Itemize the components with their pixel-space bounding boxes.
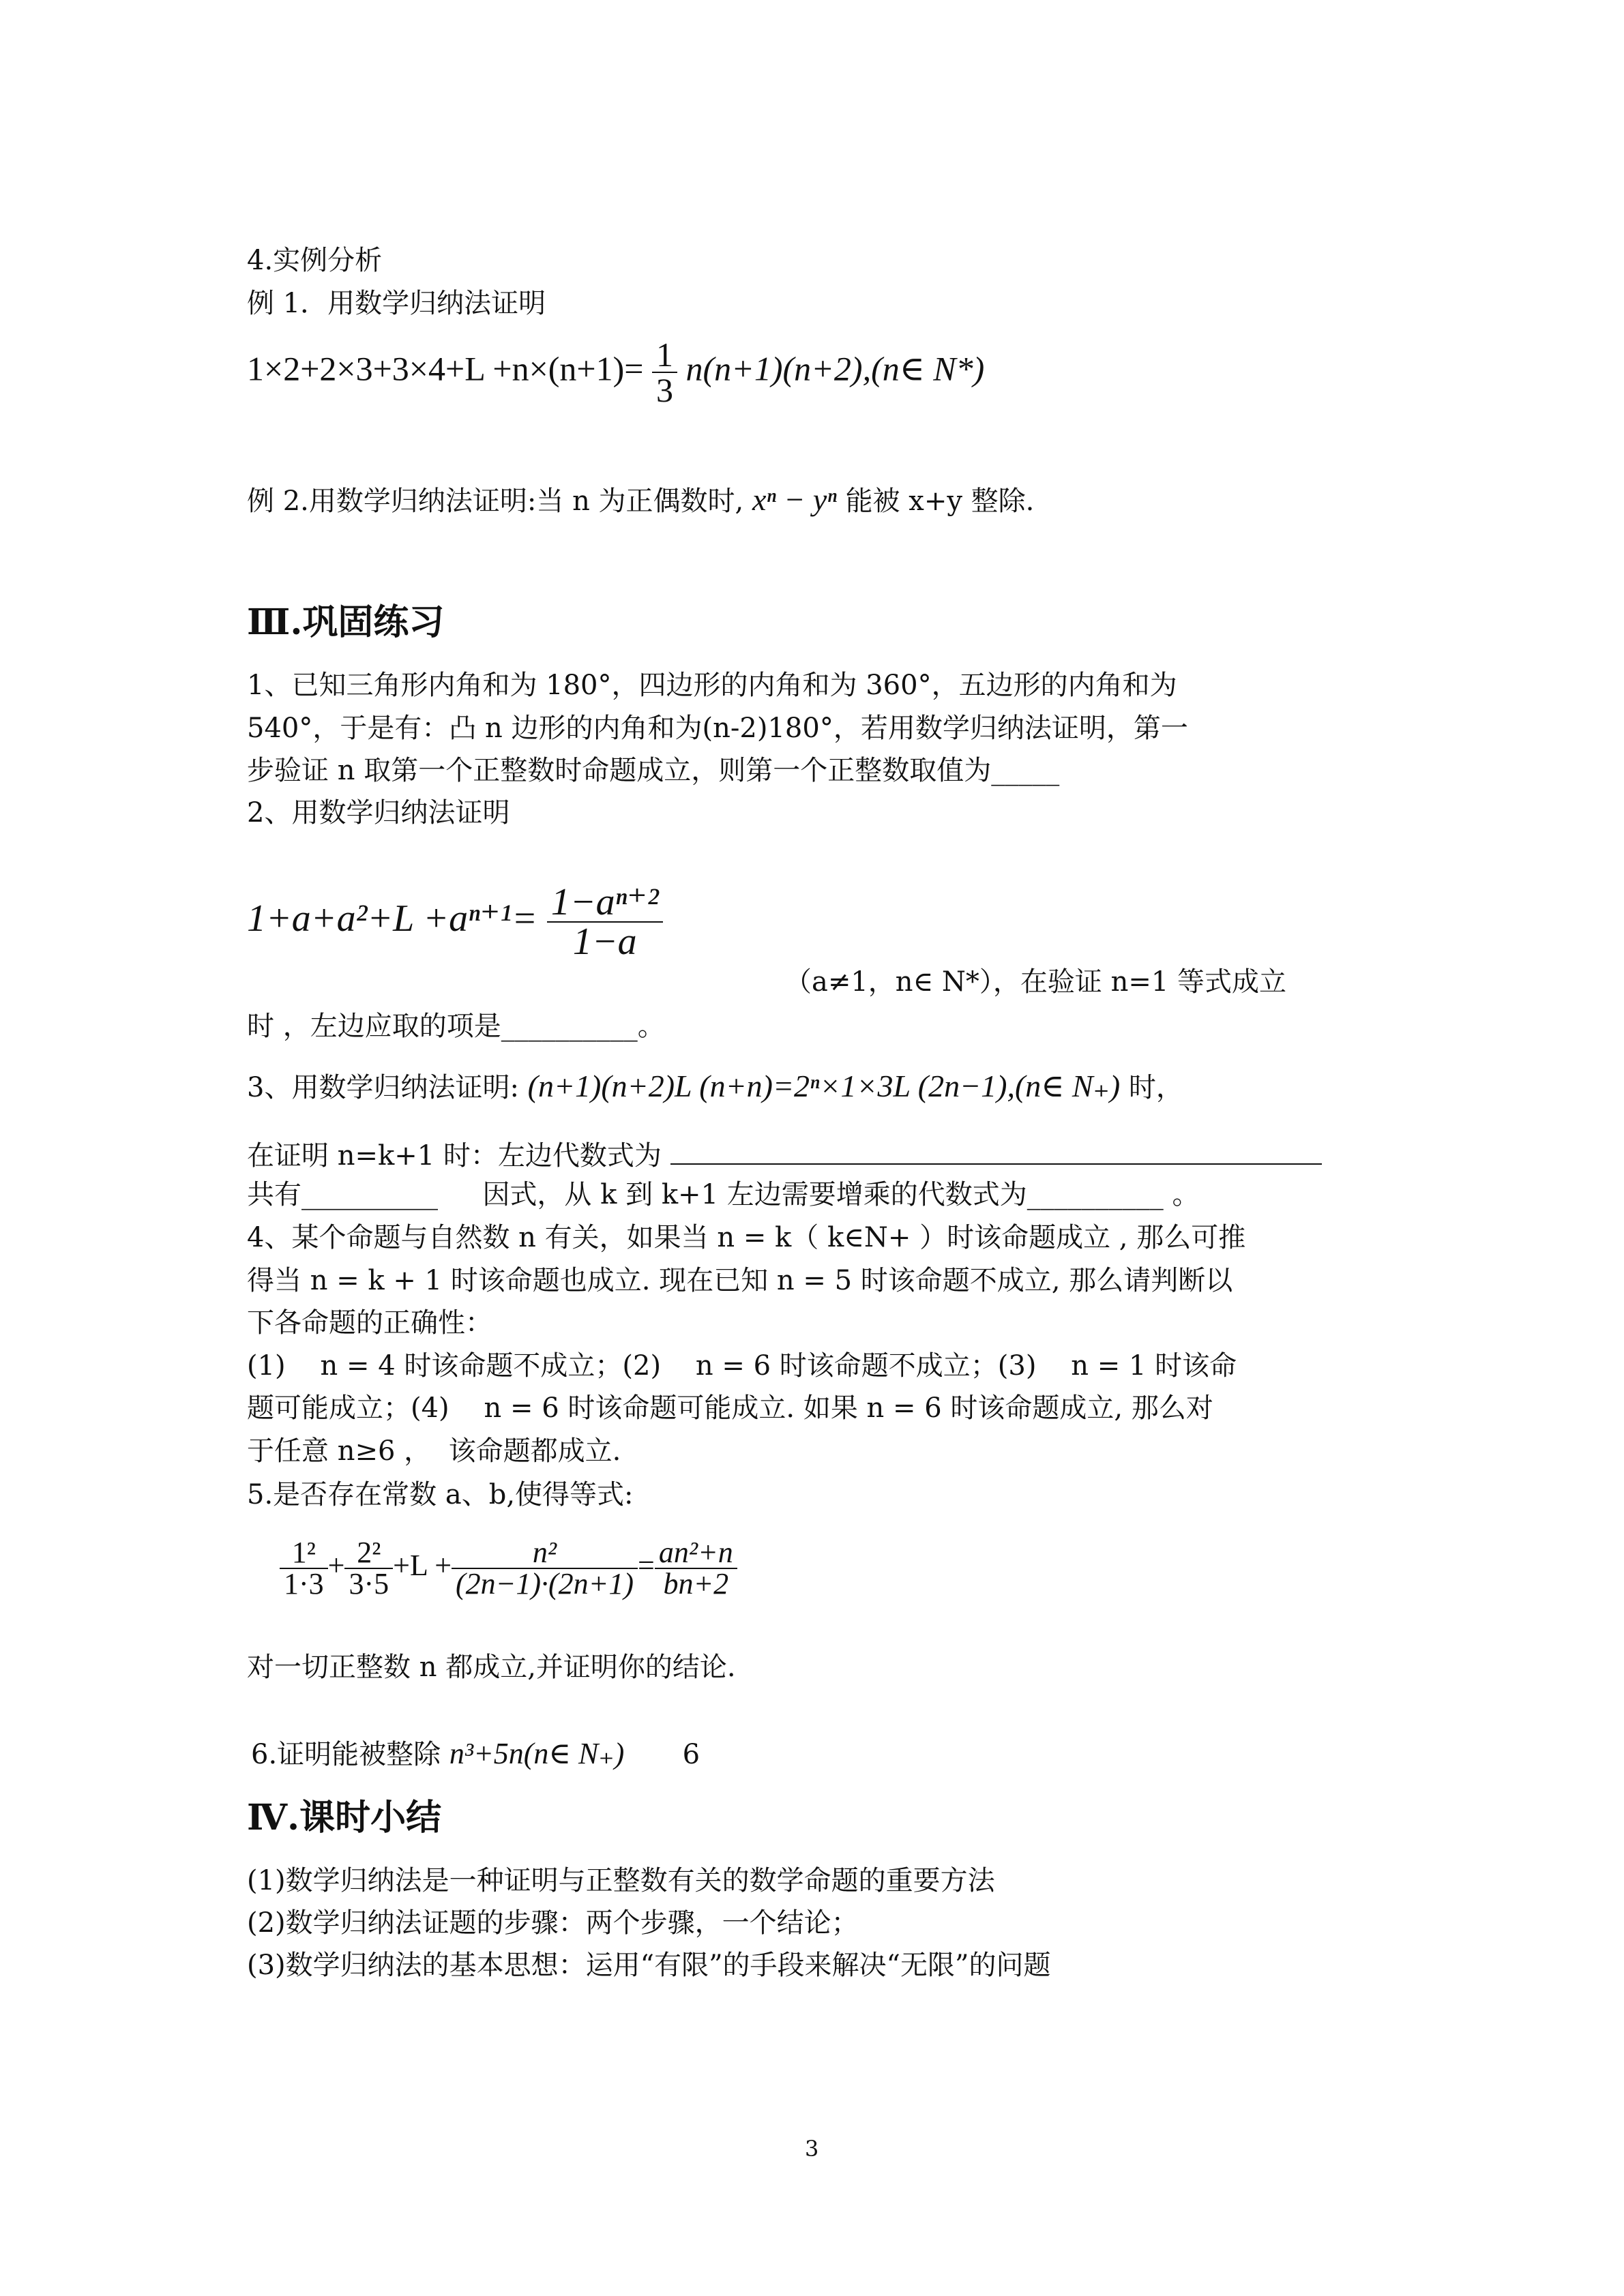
q2-fraction (547, 883, 663, 961)
q3-text: 3、用数学归纳法证明: (247, 1072, 519, 1103)
q5-frac3-num: n² (452, 1538, 638, 1569)
example2-math: xⁿ − yⁿ (752, 482, 837, 517)
q5-frac1-num: 1² (280, 1538, 328, 1569)
summary-item-1: (1)数学归纳法是一种证明与正整数有关的数学命题的重要方法 (247, 1865, 995, 1896)
q4-line1: 4、某个命题与自然数 n 有关，如果当 n = k（ k∈N+ ）时该命题成立 , 那么可推 (247, 1222, 1246, 1253)
summary-item-3: (3)数学归纳法的基本思想：运用“有限”的手段来解决“无限”的问题 (247, 1950, 1051, 1981)
example1-lhs: 1×2+2×3+3×4+L +n×(n+1)= (247, 349, 644, 388)
q4-line6: 于任意 n≥6 ， 该命题都成立. (247, 1435, 621, 1467)
q5-mid: +L + (393, 1549, 452, 1583)
example1-formula (247, 338, 984, 407)
q2-formula (247, 883, 663, 961)
q4-line3: 下各命题的正确性： (247, 1307, 492, 1339)
q5-frac1-den: 1·3 (284, 1567, 324, 1600)
q3-line3-a: 共有__________ (247, 1179, 438, 1210)
example2 (247, 484, 1034, 516)
q3-line2-text: 在证明 n=k+1 时：左边代数式为 (247, 1140, 662, 1172)
q1-line1: 1、已知三角形内角和为 180°，四边形的内角和为 360°，五边形的内角和为 (247, 670, 1177, 701)
example1-frac-num: 1 (652, 338, 677, 373)
q2-condition: （a≠1，n∈ N*），在验证 n=1 等式成立 (784, 966, 1287, 998)
example1-fraction (652, 338, 677, 407)
q5-intro: 5.是否存在常数 a、b,使得等式: (247, 1479, 634, 1510)
section-heading-summary: Ⅳ.课时小结 (247, 1797, 442, 1838)
q5-frac4-num: an²+n (655, 1538, 737, 1569)
q3-answer-blank (670, 1140, 1322, 1165)
q2-line2: 时 ，左边应取的项是__________。 (247, 1011, 665, 1042)
q5-frac4-den: bn+2 (663, 1567, 729, 1600)
q4-line5: 题可能成立；(4) n = 6 时该命题可能成立. 如果 n = 6 时该命题成立, 那么对 (247, 1392, 1213, 1424)
q1-line2: 540°，于是有：凸 n 边形的内角和为(n-2)180°，若用数学归纳法证明，第一 (247, 713, 1188, 744)
example2-tail: 能被 x+y 整除. (845, 486, 1035, 517)
q3-line3 (247, 1181, 1199, 1208)
q6-num: 6 (682, 1739, 700, 1770)
q2-frac-num: 1−aⁿ⁺² (547, 883, 663, 923)
section-title: 4.实例分析 (247, 245, 383, 276)
q3-line1 (247, 1071, 1183, 1102)
q1-line3: 步验证 n 取第一个正整数时命题成立，则第一个正整数取值为_____ (247, 755, 1060, 786)
q2-intro: 2、用数学归纳法证明 (247, 797, 510, 829)
q4-line2: 得当 n = k + 1 时该命题也成立. 现在已知 n = 5 时该命题不成立, 那么请判断以 (247, 1265, 1233, 1296)
q4-line4: (1) n = 4 时该命题不成立；(2) n = 6 时该命题不成立；(3) n = 1 时该命 (247, 1350, 1237, 1382)
example2-text: 例 2.用数学归纳法证明:当 n 为正偶数时, (247, 486, 744, 517)
q5-formula: $\frac{\text{1²}}{1\cdot 3}$ + $\frac{\text{2²}}{3\cdot 5}$ +L + $\frac{\text{n²}}{(2n-1)\cdot(2n+1)}$ = $\frac{\text{an²+n}}{bn+2}$ (280, 1538, 737, 1599)
q6-math: n³+5n(n∈ N₊) (449, 1737, 625, 1770)
q6-text: 6.证明能被整除 (251, 1739, 441, 1770)
q3-tail: 时， (1128, 1072, 1183, 1103)
q3-line3-b: 因式，从 k 到 k+1 左边需要增乘的代数式为__________ 。 (482, 1179, 1200, 1210)
q3-math: (n+1)(n+2)L (n+n)=2ⁿ×1×3L (2n−1),(n∈ N₊) (527, 1069, 1121, 1103)
example1-rhs: n(n+1)(n+2),(n∈ N*) (685, 349, 985, 388)
example1-intro: 例 1．用数学归纳法证明 (247, 288, 546, 319)
q5-frac2-den: 3·5 (349, 1567, 389, 1600)
q5-frac2 (344, 1538, 393, 1599)
q2-frac-den: 1−a (572, 921, 637, 963)
q5-frac2-num: 2² (344, 1538, 393, 1569)
q5-frac4 (655, 1538, 737, 1599)
page-number: 3 (805, 2136, 819, 2162)
summary-item-2: (2)数学归纳法证题的步骤：两个步骤，一个结论； (247, 1907, 859, 1939)
q3-line2 (247, 1140, 1322, 1172)
q5-frac3 (452, 1538, 638, 1599)
q6-line (251, 1739, 700, 1769)
q2-lhs: 1+a+a²+L +aⁿ⁺¹= (247, 897, 537, 940)
q5-frac3-den: (2n−1)·(2n+1) (456, 1567, 634, 1600)
q5-tail: 对一切正整数 n 都成立,并证明你的结论. (247, 1652, 736, 1683)
q5-frac1 (280, 1538, 328, 1599)
section-heading-practice: Ⅲ.巩固练习 (247, 601, 445, 643)
example1-frac-den: 3 (655, 371, 673, 409)
